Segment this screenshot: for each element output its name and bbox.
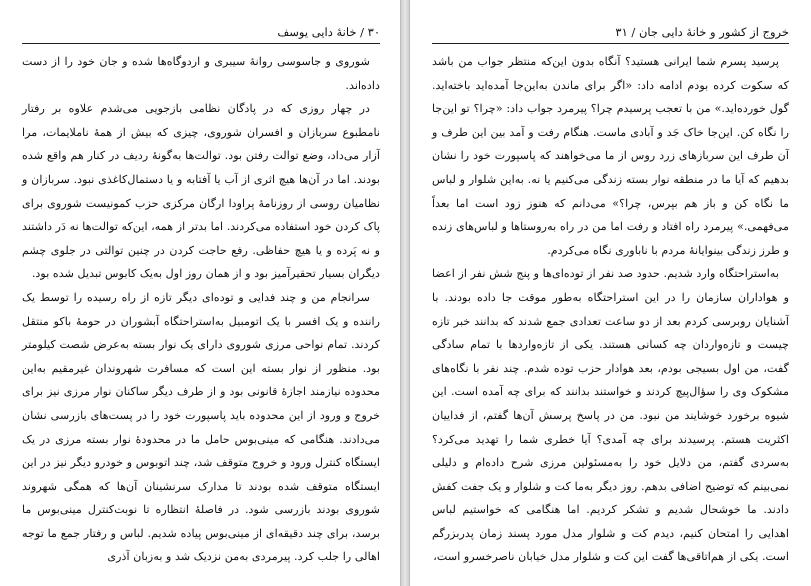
left-page-header: ۳۰ / خانهٔ دایی یوسف (22, 24, 380, 44)
right-page (409, 0, 811, 586)
paragraph: سرانجام من و چند فدایی و توده‌ای دیگر تازه از راه رسیده را توسط یک راننده و یک افسر با یک اتومبیل به‌استراحتگاه آبشوران در حومهٔ باکو منتقل کردند. تمام نواحی مرزی شوروی دارای یک نوار بسته به‌عرض شصت کیلومتر بود. منظور از نوار بسته این است که مسافرت شهروندان غیرمقیم به‌این محدوده نیازمند اجازهٔ قانونی بود و از طرف دیگر ساکنان نوار مرزی نیز برای خروج و ورود از این محدوده باید پاسپورت خود را در پست‌های بازرسی نشان می‌دادند. هنگامی که مینی‌بوس حامل ما در محدودهٔ نوار بسته مرزی در یک ایستگاه کنترل ورود و خروج متوقف شد، چند اتوبوس و خودرو دیگر نیز در این ایستگاه متوقف شده بودند تا مدارک سرنشینان آن‌ها که همگی شهروند شوروی بودند بازرسی شود. در فاصلهٔ انتظاره تا نوبت‌کنترل مینی‌بوس ما برسد، برای چند دقیقه‌ای از مینی‌بوس پیاده شدیم. لباس و رفتار جمع ما توجه اهالی را جلب کرد. پیرمردی به‌من نزدیک شد و به‌زبان آذری (22, 290, 380, 564)
left-page (0, 0, 401, 586)
book-gutter (401, 0, 409, 586)
left-page-body (22, 50, 380, 569)
paragraph: به‌استراحتگاه وارد شدیم. حدود صد نفر از توده‌ای‌ها و پنج شش نفر از اعضا و هواداران سازمان را در این استراحتگاه به‌طور موقت جا داده بودند. با آشنایان روبرسی کردم بعد از دو ساعت تعدادی جمع شدند که بدانند خبر تازه چیست و تازه‌واردان چه کسانی هستند. یکی از تازه‌واردها با تمام سادگی گفت، من اول بسیجی بودم، بعد هوادار حزب توده شدم. چند نفر با نگاه‌های مشکوک وی را سؤال‌پیچ کردند و خواستند بدانند که برای چه آمده است. این شیوه برخورد خوشایند من نبود. من در پاسخ پرسش آن‌ها گفتم، از فداییان اکثریت هستم. پرسیدند برای چه آمدی؟ آیا خطری شما را تهدید می‌کرد؟ به‌سردی گفتم، من دلایل خود را به‌مسئولین مرزی شرح داده‌ام و دلیلی نمی‌بینم که توضیح اضافی بدهم. روز دیگر به‌ما کت و شلوار و یک جفت کفش دادند. ما خوشحال شدیم و تشکر کردیم. اما هنگامی که خواستیم لباس اهدایی را امتحان کنیم، دیدم کت و شلوار مدل مورد پسند زمان پدربزرگم است. یکی از هم‌اتاقی‌ها گفت این کت و شلوار مدل خیابان ناصرخسرو است، (432, 267, 789, 564)
paragraph: پرسید پسرم شما ایرانی هستید؟ آنگاه بدون این‌که منتظر جواب من باشد که سکوت کرده بودم ادامه داد: «اگر برای ماندن به‌این‌جا آمده‌اید باخته‌اید. گول خورده‌اید.» من با تعجب پرسیدم چرا؟ پیرمرد جواب داد: «چرا؟ تو این‌جا را نگاه کن. این‌جا خاک جَد و آبادی ماست. هنگام رفت و آمد بین این طرف و آن طرف این سربازهای زرد روس از ما می‌خواهند که پاسپورت خود را نشان بدهیم که آیا ما در منطقه نوار بسته زندگی می‌کنیم یا نه. به‌این شلوار و لباس ما نگاه کن و باز هم بپرس، چرا؟» می‌دانم که هنوز زود است اما بعداً می‌فهمی.» پیرمرد راه افتاد و رفت اما من در راه به‌روستاها و لباس‌های زنده و طرز زندگی بینوایانهٔ مردم با ناباوری نگاه می‌کردم. (432, 55, 789, 257)
right-page-header: خروج از کشور و خانهٔ دایی جان / ۳۱ (432, 24, 789, 44)
paragraph: شوروی و جاسوسی روانهٔ سیبری و اردوگاه‌ها شده و جان خود را از دست داده‌اند. (22, 55, 380, 92)
right-page-body (432, 50, 789, 569)
paragraph: در چهار روزی که در پادگان نظامی بازجویی می‌شدم علاوه بر رفتار نامطبوع سربازان و افسران شوروی، چیزی که بیش از همهٔ ناملایمات، مرا آزار می‌داد، وضع توالت رفتن بود. توالت‌ها به‌گونهٔ ردیف در کنار هم واقع شده بودند. اما در آن‌ها هیچ اثری از آب یا آفتابه و یا دستمال‌کاغذی نبود. سربازان و نظامیان روسی از روزنامهٔ پراودا ارگان مرکزی حزب کمونیست شوروی برای پاک کردن خود استفاده می‌کردند. اما بدتر از همه، این‌که توالت‌ها نه دَر داشتند و نه پَرده و یا هیچ حفاظی. رفع حاجت کردن در چنین توالتی در جلوی چشم دیگران بسیار تحقیرآمیز بود و از همان روز اول به‌یک کابوس تبدیل شده بود. (22, 102, 380, 281)
